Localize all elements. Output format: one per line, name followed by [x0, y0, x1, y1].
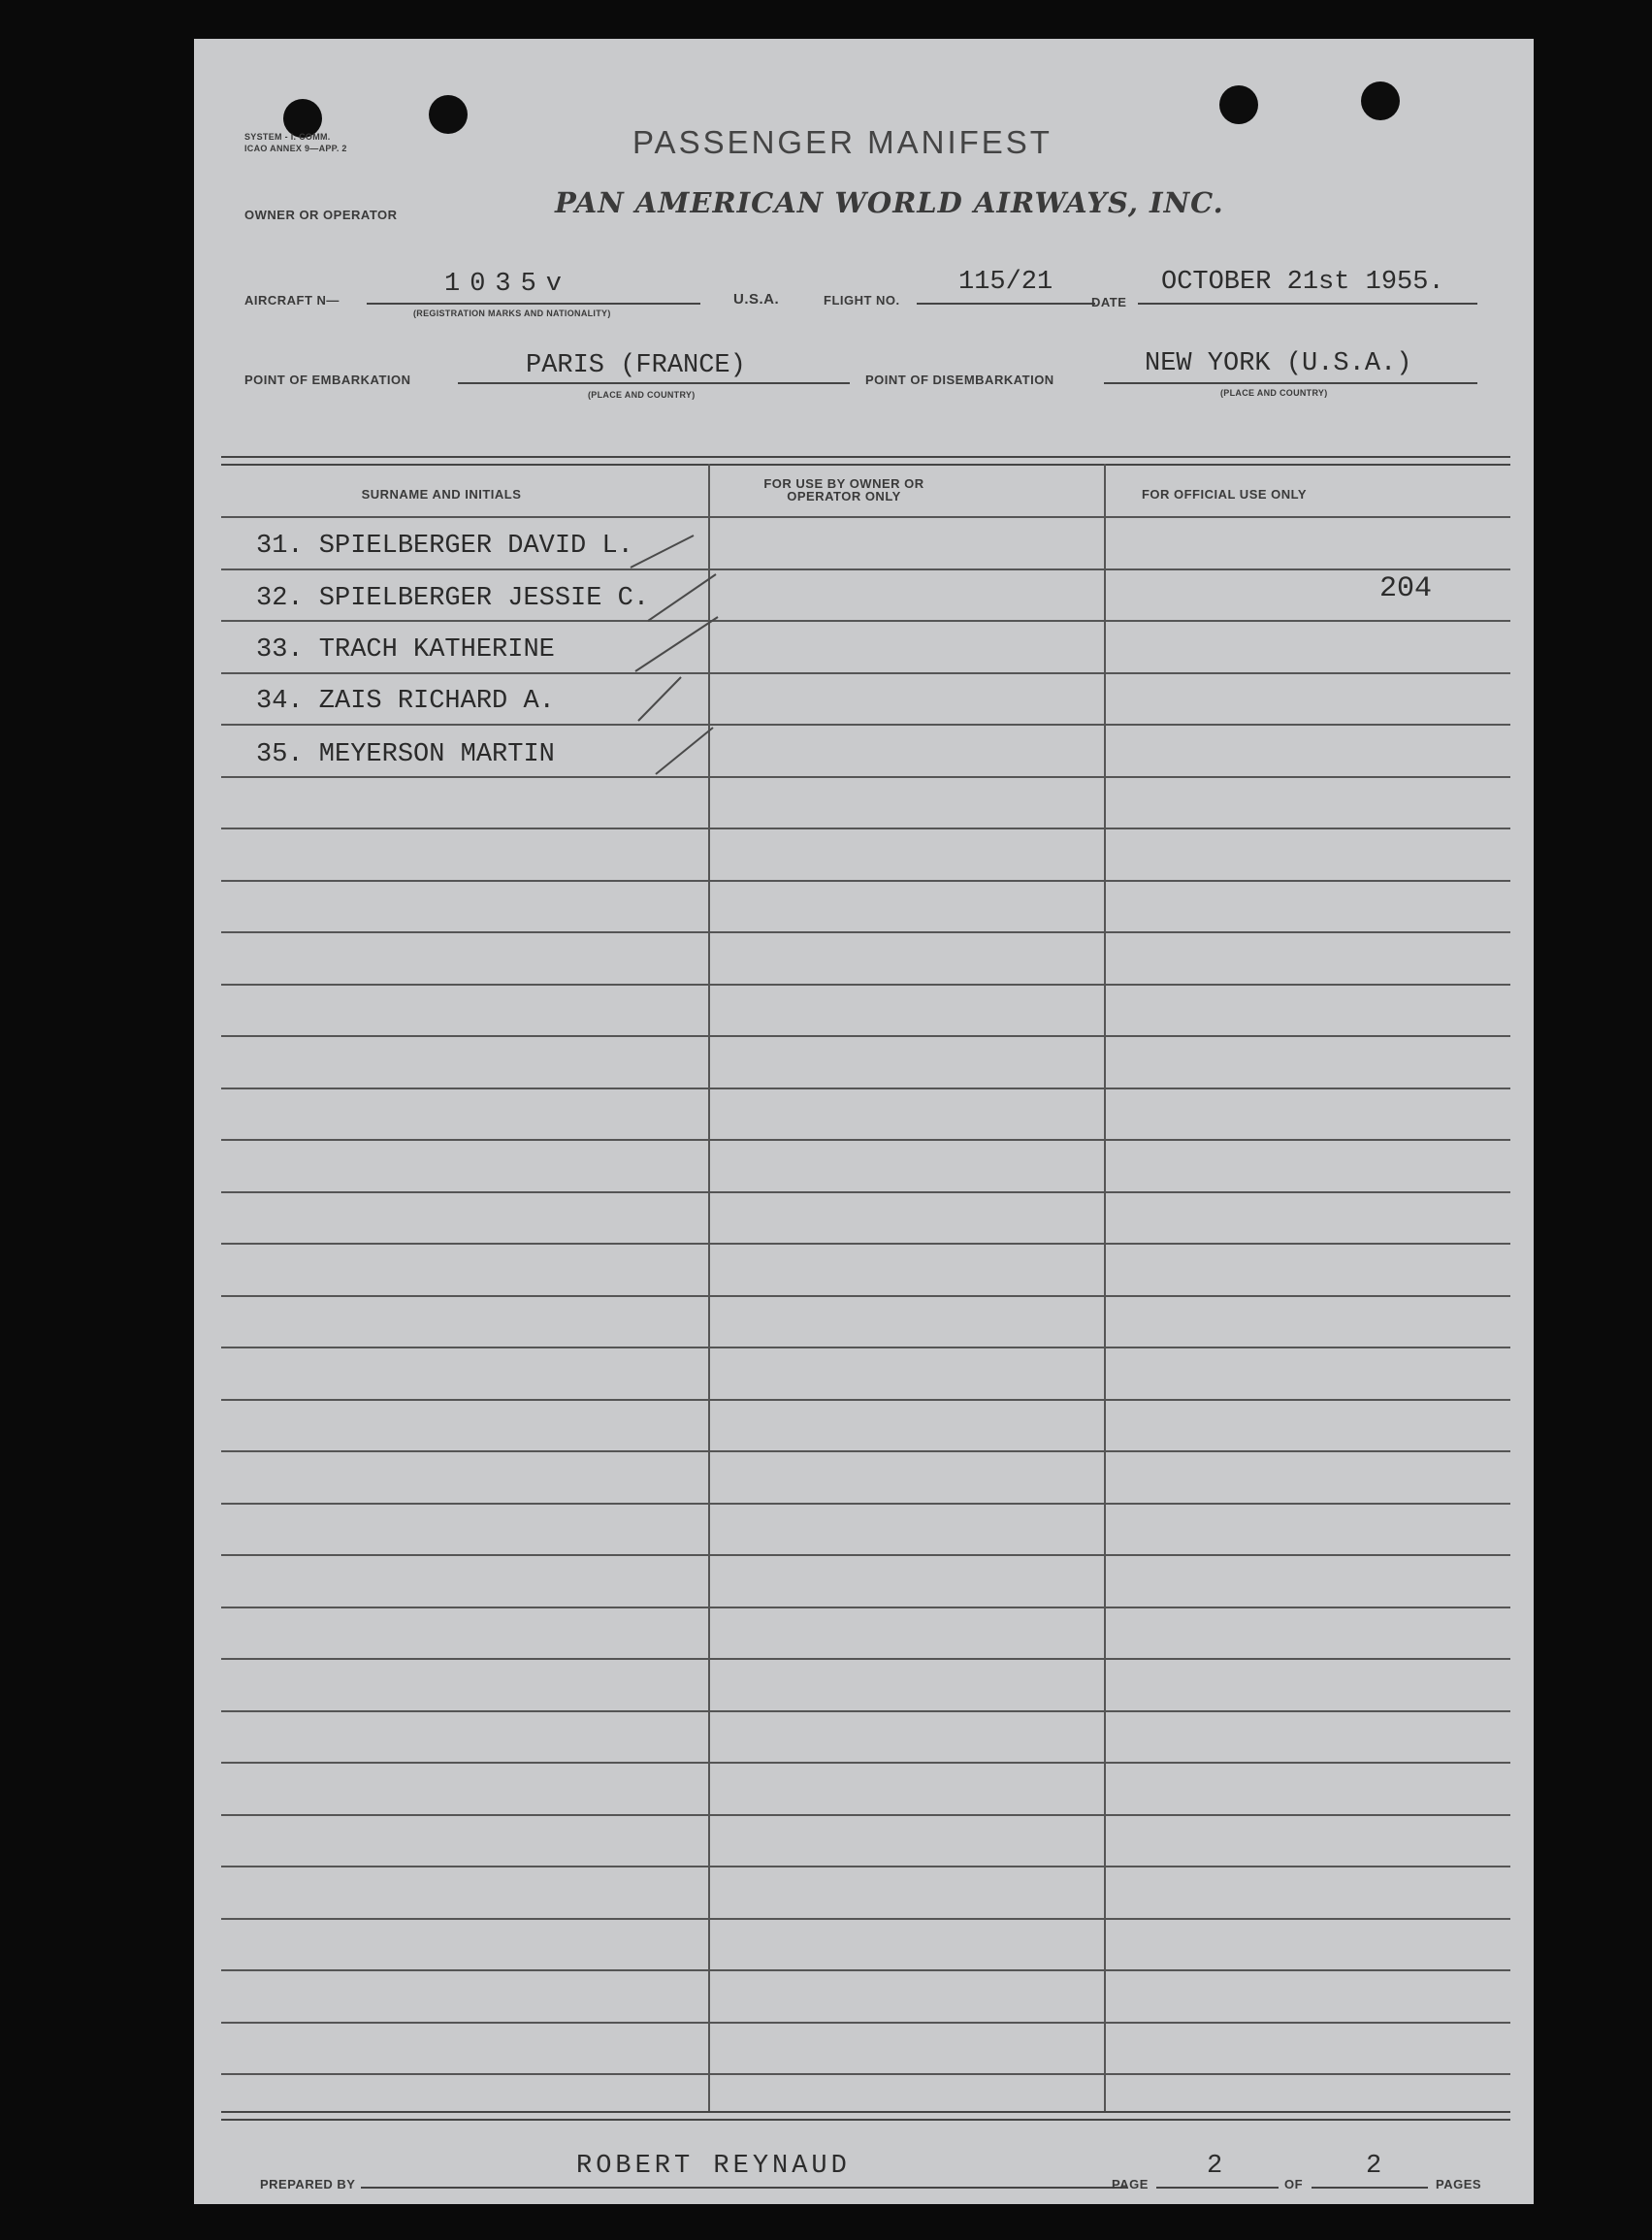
- table-rule-line: [221, 1347, 1510, 1348]
- embarkation-underline: [458, 382, 850, 384]
- table-rule-line: [221, 1035, 1510, 1037]
- flight-underline: [917, 303, 1095, 305]
- embarkation-label: POINT OF EMBARKATION: [244, 373, 411, 387]
- of-value: 2: [1366, 2152, 1382, 2181]
- usa-label: U.S.A.: [733, 291, 780, 308]
- owner-label: OWNER OR OPERATOR: [244, 208, 398, 222]
- punch-hole-4: [1361, 81, 1400, 120]
- registration-note: (REGISTRATION MARKS AND NATIONALITY): [413, 308, 611, 318]
- punch-hole-3: [1219, 85, 1258, 124]
- airline-name: PAN AMERICAN WORLD AIRWAYS, INC.: [555, 186, 1224, 219]
- passenger-row-35: 35. MEYERSON MARTIN: [256, 740, 555, 769]
- table-rule-line: [221, 724, 1510, 726]
- punch-hole-2: [429, 95, 468, 134]
- table-rule-line: [221, 1399, 1510, 1401]
- table-rule-line: [221, 672, 1510, 674]
- manifest-sheet: [194, 39, 1534, 2204]
- page-underline: [1156, 2187, 1279, 2189]
- disembarkation-underline: [1104, 382, 1477, 384]
- prepared-underline: [361, 2187, 1127, 2189]
- table-rule-line: [221, 880, 1510, 882]
- page-value: 2: [1207, 2152, 1223, 2181]
- aircraft-label: AIRCRAFT N—: [244, 293, 340, 308]
- table-rule-line: [221, 1762, 1510, 1764]
- table-rule-line: [221, 1295, 1510, 1297]
- table-rule-line: [221, 1088, 1510, 1089]
- table-rule-line: [221, 568, 1510, 570]
- table-rule-line: [221, 1866, 1510, 1867]
- disembarkation-label: POINT OF DISEMBARKATION: [865, 373, 1054, 387]
- table-rule-line: [221, 2022, 1510, 2024]
- col-header-official-use: FOR OFFICIAL USE ONLY: [1141, 487, 1308, 502]
- disembarkation-value: NEW YORK (U.S.A.): [1145, 349, 1412, 378]
- table-rule-line: [221, 620, 1510, 622]
- table-rule-line: [221, 1607, 1510, 1608]
- column-divider-2: [1104, 464, 1106, 2111]
- passenger-row-31: 31. SPIELBERGER DAVID L.: [256, 532, 633, 561]
- table-rule-line: [221, 1658, 1510, 1660]
- table-bottom-rule: [221, 2111, 1510, 2121]
- table-rule-line: [221, 1243, 1510, 1245]
- table-rule-line: [221, 516, 1510, 518]
- table-rule-line: [221, 1918, 1510, 1920]
- table-rule-line: [221, 931, 1510, 933]
- system-ref-line1: SYSTEM - I. COMM.: [244, 132, 331, 142]
- table-rule-line: [221, 2073, 1510, 2075]
- of-underline: [1312, 2187, 1428, 2189]
- table-rule-line: [221, 1969, 1510, 1971]
- date-value: OCTOBER 21st 1955.: [1161, 268, 1444, 297]
- aircraft-value: 1035v: [444, 270, 572, 299]
- of-label: OF: [1284, 2177, 1304, 2191]
- flight-value: 115/21: [958, 268, 1053, 297]
- page-title: PASSENGER MANIFEST: [632, 124, 1053, 160]
- table-top-rule: [221, 456, 1510, 466]
- system-ref-line2: ICAO ANNEX 9—APP. 2: [244, 144, 347, 153]
- prepared-label: PREPARED BY: [260, 2177, 356, 2191]
- place-note-1: (PLACE AND COUNTRY): [588, 390, 696, 400]
- flight-label: FLIGHT NO.: [824, 293, 900, 308]
- place-note-2: (PLACE AND COUNTRY): [1220, 388, 1328, 398]
- table-rule-line: [221, 1450, 1510, 1452]
- table-rule-line: [221, 1139, 1510, 1141]
- aircraft-underline: [367, 303, 700, 305]
- col-header-names: SURNAME AND INITIALS: [361, 487, 522, 502]
- prepared-value: ROBERT REYNAUD: [576, 2152, 851, 2181]
- date-underline: [1138, 303, 1477, 305]
- pages-label: PAGES: [1436, 2177, 1482, 2191]
- passenger-row-34: 34. ZAIS RICHARD A.: [256, 687, 555, 716]
- date-label: DATE: [1091, 295, 1127, 309]
- table-rule-line: [221, 984, 1510, 986]
- table-rule-line: [221, 1191, 1510, 1193]
- page-label: PAGE: [1112, 2177, 1149, 2191]
- col-header-owner-use: FOR USE BY OWNER OR OPERATOR ONLY: [763, 476, 924, 503]
- passenger-row-32: 32. SPIELBERGER JESSIE C.: [256, 584, 650, 613]
- passenger-row-33: 33. TRACH KATHERINE: [256, 635, 555, 665]
- table-rule-line: [221, 1814, 1510, 1816]
- table-rule-line: [221, 776, 1510, 778]
- table-rule-line: [221, 1554, 1510, 1556]
- table-rule-line: [221, 828, 1510, 829]
- embarkation-value: PARIS (FRANCE): [526, 351, 746, 380]
- check-marks: [621, 524, 737, 815]
- official-note: 204: [1379, 572, 1433, 605]
- table-rule-line: [221, 1503, 1510, 1505]
- table-rule-line: [221, 1710, 1510, 1712]
